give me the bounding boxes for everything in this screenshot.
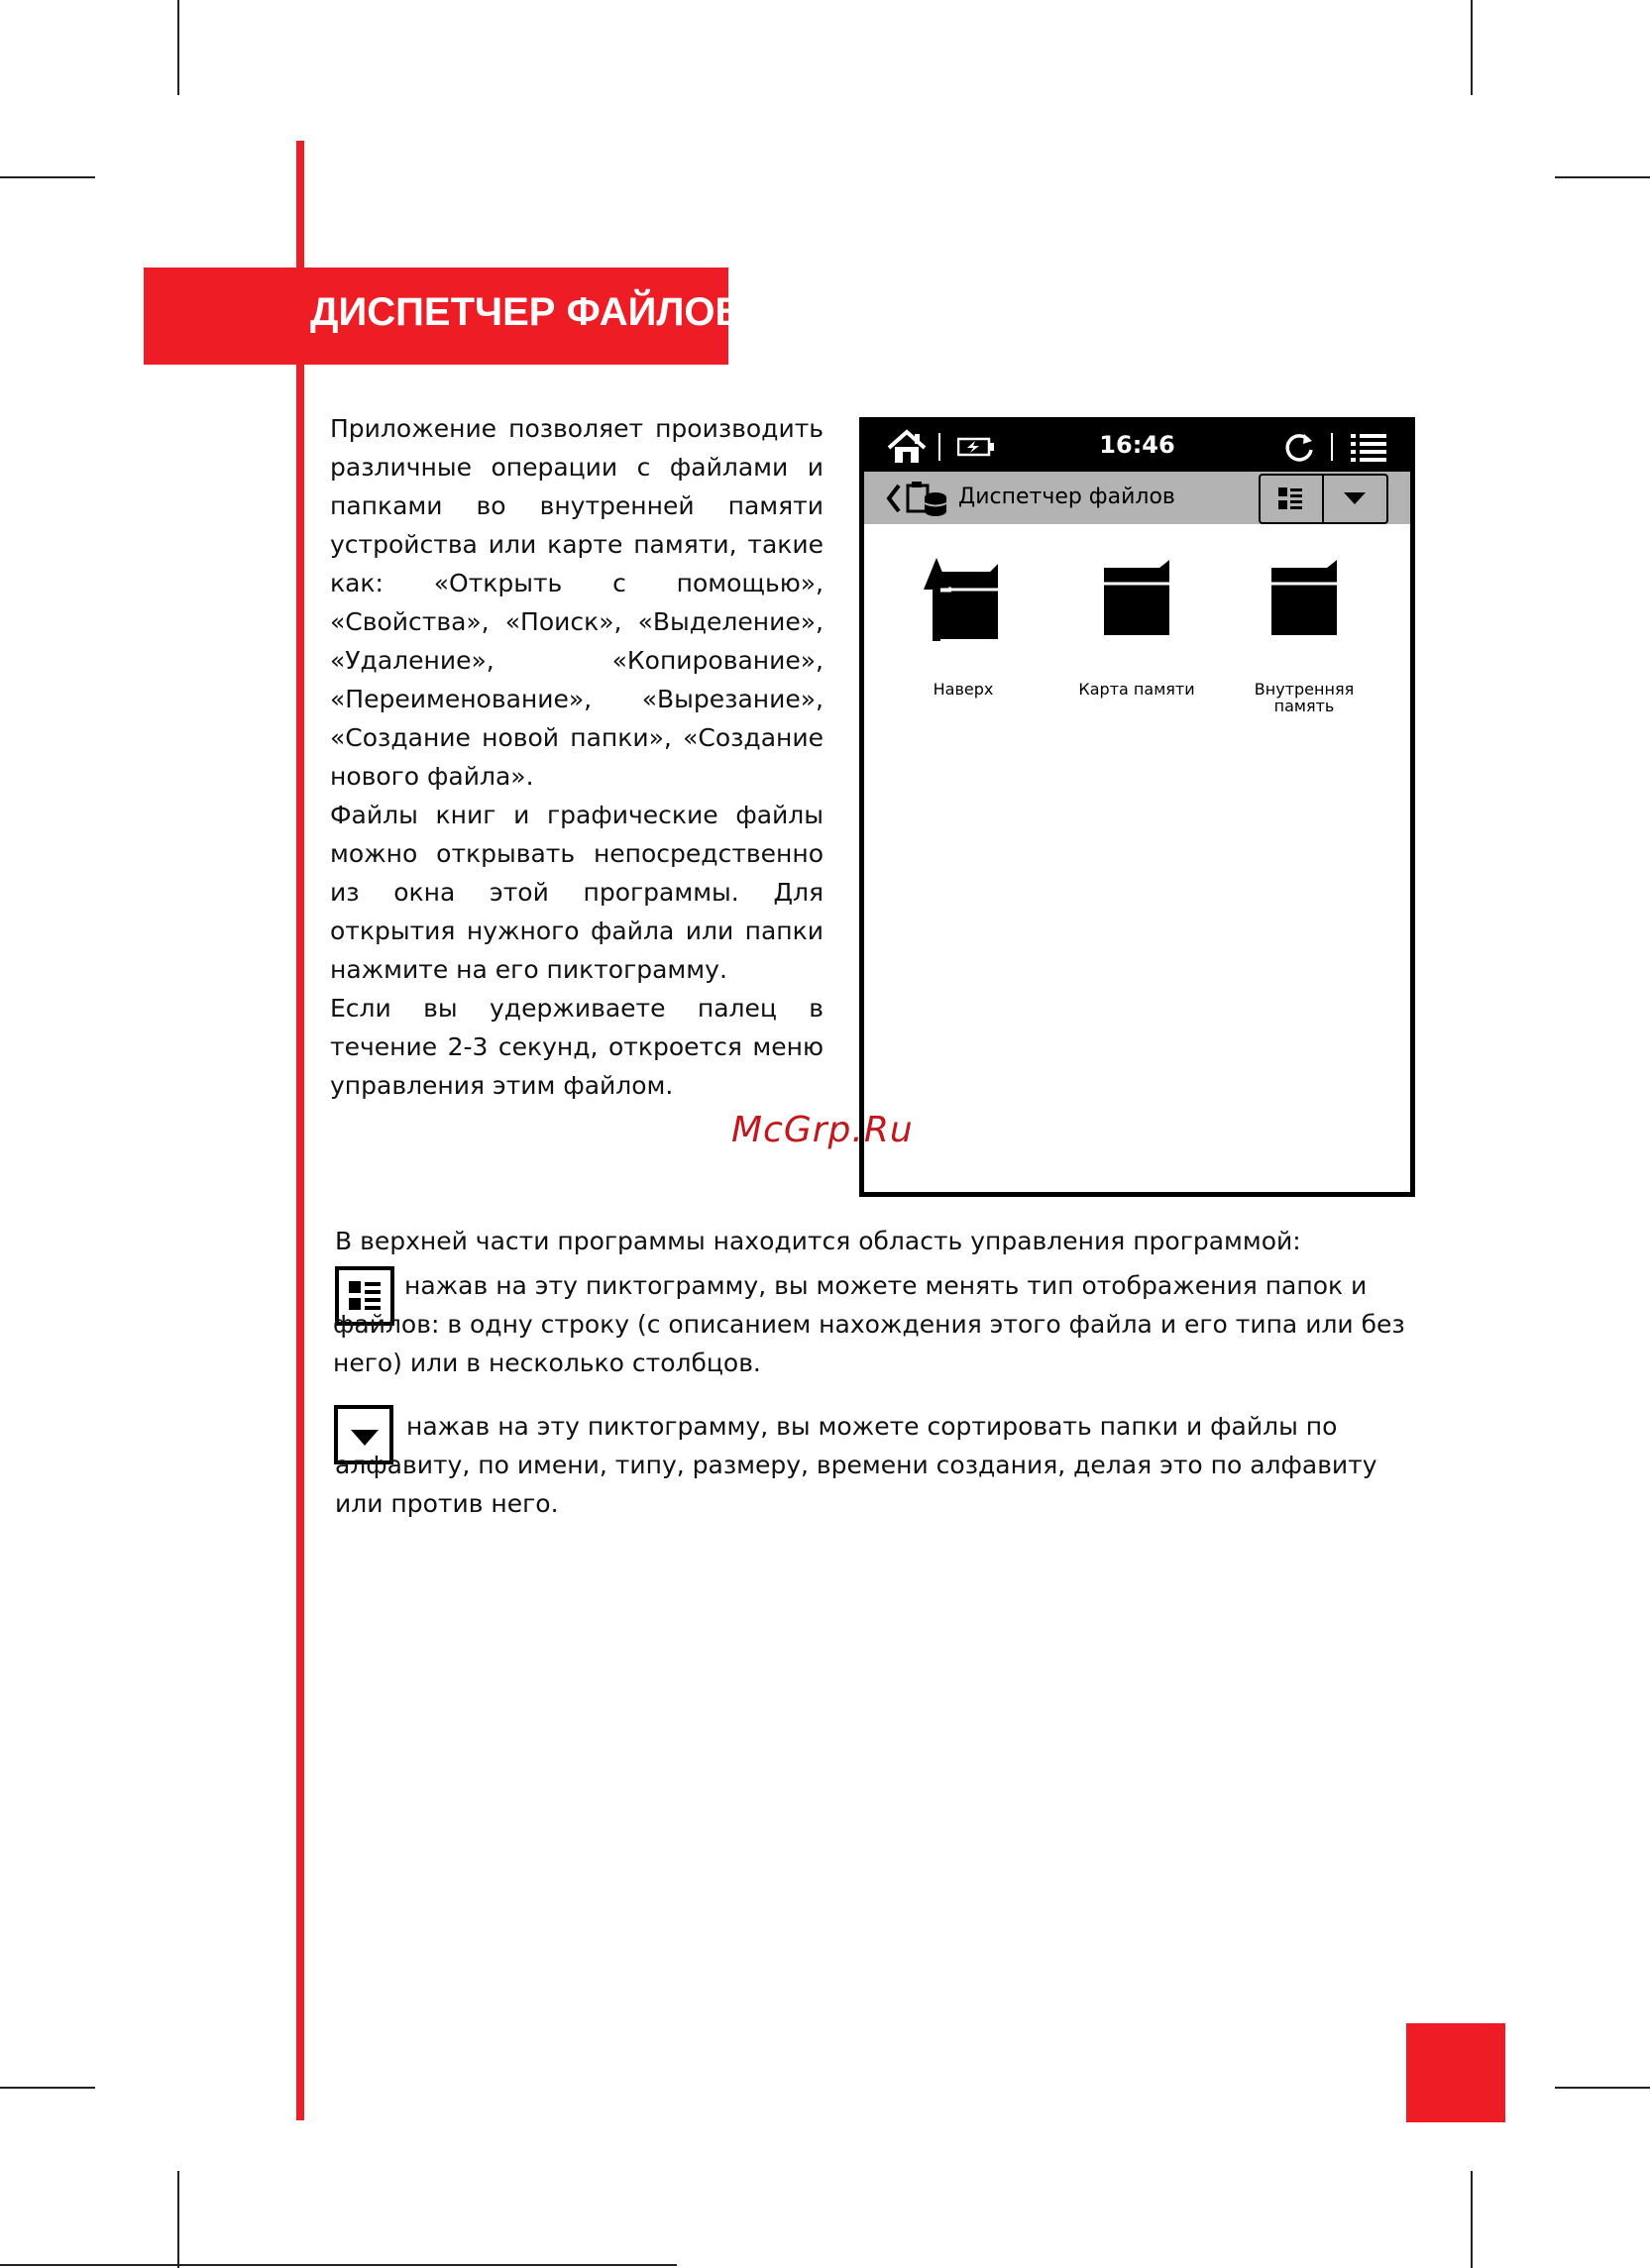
folder-up-icon [919, 556, 1008, 643]
view-mode-description [333, 1266, 1423, 1382]
folder-label: Внутренняя память [1254, 680, 1355, 715]
app-title: Диспетчер файлов [958, 485, 1175, 509]
folder-icon [1092, 556, 1181, 643]
back-chevron-icon[interactable] [886, 484, 902, 513]
device-screenshot [859, 417, 1415, 1197]
intro-paragraph: Приложение позволяет производить различные операции с файлами и папками во внутренней памяти устройства или карте памяти, такие как: «Открыть с помощью», «Свойства», «Поиск», «Выделение», «Удаление», «Копирование», «Переименование», «Вырезание», «Создание новой папки», «Создание нового файла». [330, 414, 824, 791]
corner-accent-square [1406, 2023, 1505, 2122]
button-divider [1322, 476, 1324, 522]
menu-list-icon[interactable] [1350, 433, 1387, 463]
controls-intro: В верхней части программы находится область управления программой: [335, 1227, 1301, 1255]
file-manager-icon [906, 480, 949, 517]
folder-icon [1260, 556, 1349, 643]
sync-icon[interactable] [1282, 430, 1316, 464]
watermark: McGrp.Ru [731, 1110, 914, 1150]
crop-mark [0, 2087, 95, 2089]
crop-mark [1471, 2171, 1473, 2268]
page-title: ДИСПЕТЧЕР ФАЙЛОВ [310, 290, 744, 334]
folder-item-up[interactable] [899, 556, 1028, 698]
intro-paragraph: Если вы удерживаете палец в течение 2-3 секунд, откроется меню управления этим файлом. [330, 994, 824, 1100]
folder-item-internal-memory[interactable] [1240, 556, 1369, 714]
app-bar [864, 472, 1410, 524]
folder-item-memory-card[interactable] [1072, 556, 1201, 698]
status-separator [1331, 433, 1333, 461]
sort-dropdown-icon[interactable] [1343, 491, 1367, 505]
toolbar-button-group [1259, 474, 1388, 524]
intro-paragraph: Файлы книг и графические файлы можно открывать непосредственно из окна этой программы. Для открытия нужного файла или папки нажмите на его пиктограмму. [330, 801, 824, 984]
sort-description [335, 1407, 1425, 1523]
crop-mark [1471, 0, 1473, 95]
view-mode-text: нажав на эту пиктограмму, вы можете менять тип отображения папок и файлов: в одну строку (с описанием нахождения этого файла и его типа или без него) или в несколько столбцов. [333, 1271, 1405, 1377]
crop-mark [0, 176, 95, 178]
red-accent-bar [296, 141, 304, 2120]
folder-label: Карта памяти [1078, 680, 1195, 699]
view-mode-icon[interactable] [1277, 486, 1303, 511]
sort-text: нажав на эту пиктограмму, вы можете сортировать папки и файлы по алфавиту, по имени, типу, размеру, времени создания, делая это по алфавиту или против него. [335, 1412, 1377, 1518]
crop-mark [1555, 2087, 1650, 2089]
crop-mark [1555, 176, 1650, 178]
crop-mark [177, 2171, 179, 2268]
crop-mark [0, 2264, 677, 2266]
crop-mark [177, 0, 179, 95]
intro-text [330, 409, 824, 1105]
controls-description [333, 1222, 1425, 1518]
status-clock: 16:46 [1099, 431, 1175, 459]
status-bar [864, 422, 1410, 472]
folder-label: Наверх [933, 680, 994, 699]
